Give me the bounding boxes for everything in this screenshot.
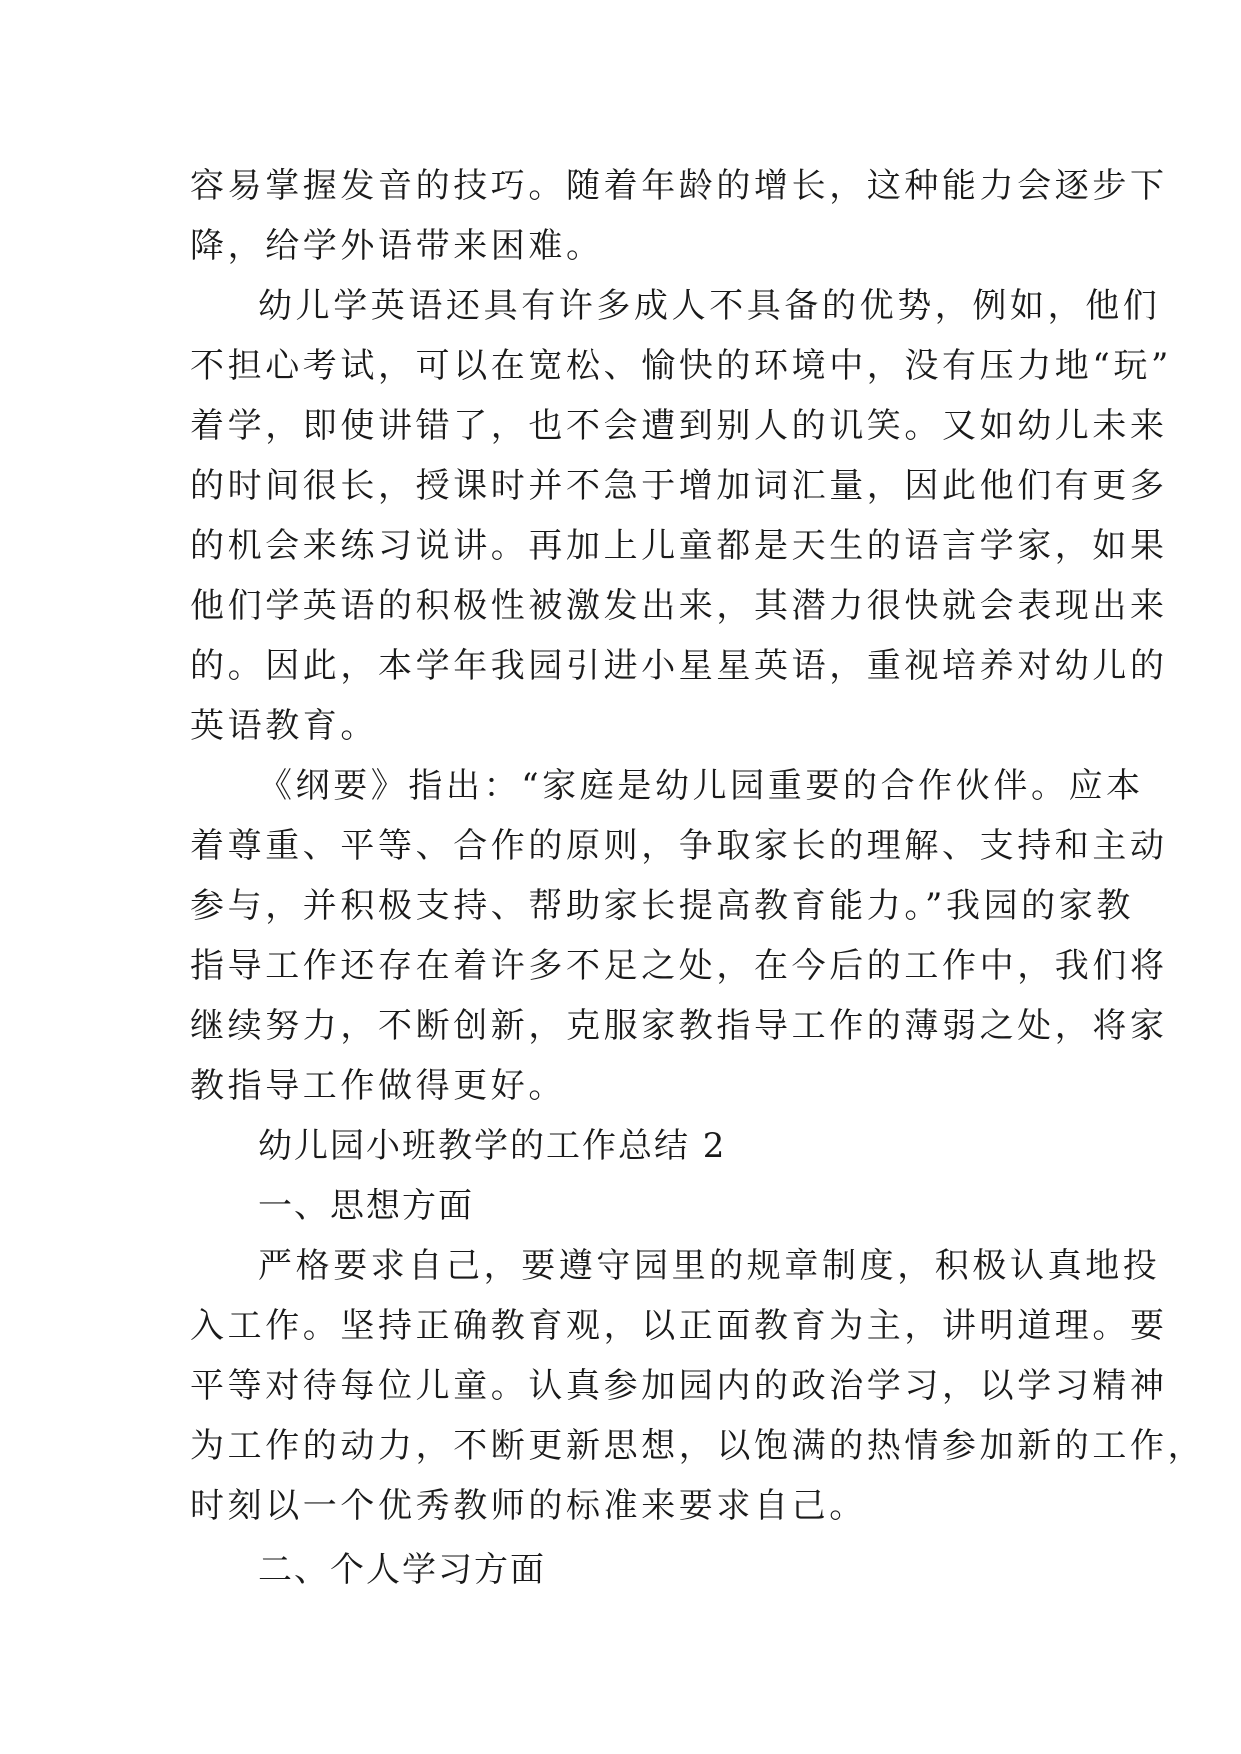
paragraph-line: 教指导工作做得更好。 — [190, 1066, 566, 1106]
paragraph-line: 他们学英语的积极性被激发出来，其潜力很快就会表现出来 — [190, 586, 1168, 626]
paragraph-line: 降，给学外语带来困难。 — [190, 226, 604, 266]
paragraph-line: 指导工作还存在着许多不足之处，在今后的工作中，我们将 — [190, 946, 1168, 986]
paragraph-line: 的。因此，本学年我园引进小星星英语，重视培养对幼儿的 — [190, 646, 1168, 686]
paragraph-line: 着尊重、平等、合作的原则，争取家长的理解、支持和主动 — [190, 826, 1168, 866]
paragraph-line: 容易掌握发音的技巧。随着年龄的增长，这种能力会逐步下 — [190, 166, 1168, 206]
paragraph-line: 着学，即使讲错了，也不会遭到别人的讥笑。又如幼儿未来 — [190, 406, 1168, 446]
paragraph-line: 继续努力，不断创新，克服家教指导工作的薄弱之处，将家 — [190, 1006, 1168, 1046]
paragraph-line: 时刻以一个优秀教师的标准来要求自己。 — [190, 1486, 867, 1526]
paragraph-line: 严格要求自己，要遵守园里的规章制度，积极认真地投 — [258, 1246, 1161, 1286]
paragraph-line: 参与，并积极支持、帮助家长提高教育能力。”我园的家教 — [190, 886, 1134, 926]
section-title: 幼儿园小班教学的工作总结 2 — [258, 1126, 727, 1166]
paragraph-line: 英语教育。 — [190, 706, 378, 746]
paragraph-line: 不担心考试，可以在宽松、愉快的环境中，没有压力地“玩” — [190, 346, 1172, 386]
paragraph-line: 的时间很长，授课时并不急于增加词汇量，因此他们有更多 — [190, 466, 1168, 506]
paragraph-line: 《纲要》指出：“家庭是幼儿园重要的合作伙伴。应本 — [258, 766, 1144, 806]
paragraph-line: 平等对待每位儿童。认真参加园内的政治学习，以学习精神 — [190, 1366, 1168, 1406]
paragraph-line: 幼儿学英语还具有许多成人不具备的优势，例如，他们 — [258, 286, 1161, 326]
section-heading: 二、个人学习方面 — [258, 1550, 546, 1590]
paragraph-line: 入工作。坚持正确教育观，以正面教育为主，讲明道理。要 — [190, 1306, 1168, 1346]
section-heading: 一、思想方面 — [258, 1186, 474, 1226]
paragraph-line: 为工作的动力，不断更新思想，以饱满的热情参加新的工作， — [190, 1426, 1206, 1466]
paragraph-line: 的机会来练习说讲。再加上儿童都是天生的语言学家，如果 — [190, 526, 1168, 566]
